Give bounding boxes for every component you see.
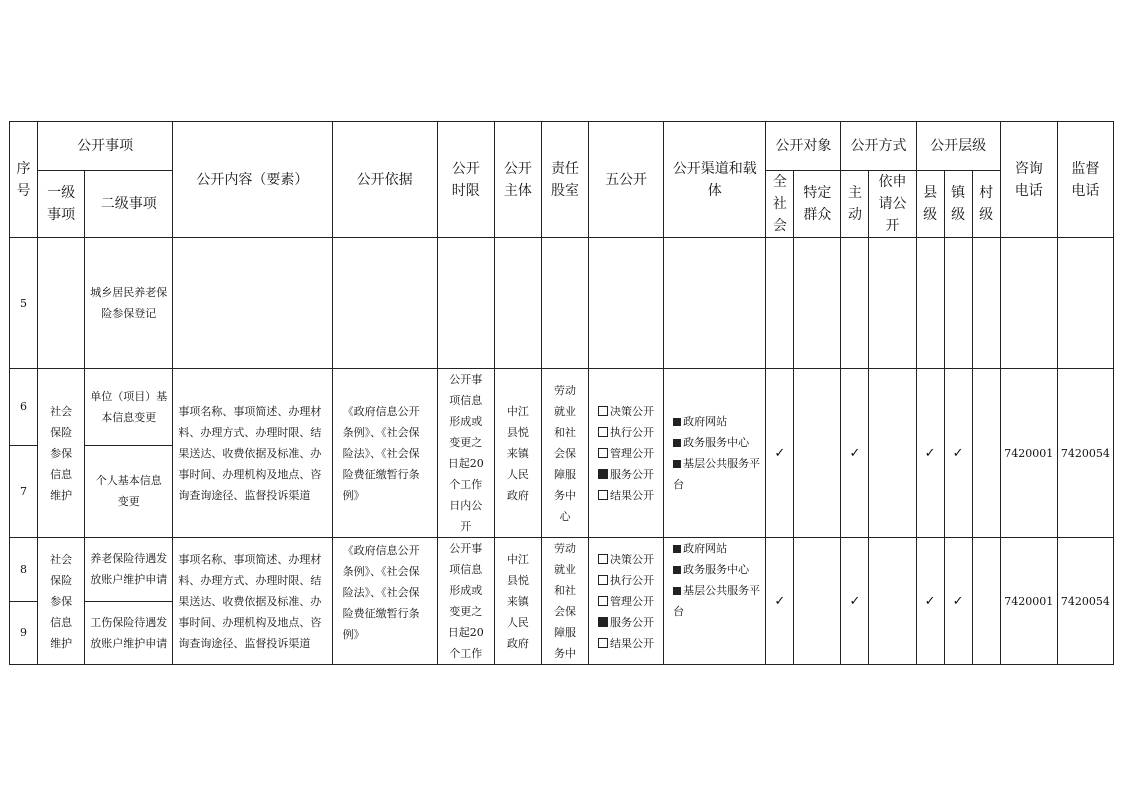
row-seq: 7 <box>10 445 38 537</box>
disclosure-table <box>9 121 1114 665</box>
checkbox-icon <box>598 490 608 500</box>
header-method: 公开方式 <box>841 122 916 171</box>
header-five-open: 五公开 <box>589 122 664 238</box>
header-aud-specific: 特定群众 <box>794 171 841 238</box>
channel-item: 政府网站 <box>664 411 765 432</box>
checkbox-checked-icon <box>598 469 608 479</box>
consult-phone: 7420001 <box>1000 538 1057 665</box>
check-aud-specific <box>794 369 841 538</box>
row-level1 <box>38 238 85 369</box>
square-bullet-icon <box>673 418 681 426</box>
square-bullet-icon <box>673 439 681 447</box>
check-meth-active: ✓ <box>841 369 869 538</box>
group-content: 事项名称、事项简述、办理材料、办理方式、办理时限、结果送达、收费依据及标准、办事时间、办理机构及地点、咨询查询途径、监督投诉渠道 <box>173 538 332 665</box>
group-time-limit: 公开事项信息形成或变更之日起20个工作日内公开 <box>437 369 494 538</box>
check-meth-apply <box>869 538 916 665</box>
table-row <box>10 369 1114 446</box>
channel-list <box>664 369 766 538</box>
square-bullet-icon <box>673 545 681 553</box>
group-time-limit: 公开事项信息形成或变更之日起20个工作 <box>437 538 494 665</box>
group-basis: 《政府信息公开条例》、《社会保险法》、《社会保险费征缴暂行条例》 <box>332 538 437 665</box>
five-open-item: 执行公开 <box>589 422 663 443</box>
check-aud-all: ✓ <box>766 538 794 665</box>
header-meth-active: 主动 <box>841 171 869 238</box>
group-content: 事项名称、事项简述、办理材料、办理方式、办理时限、结果送达、收费依据及标准、办事时间、办理机构及地点、咨询查询途径、监督投诉渠道 <box>173 369 332 538</box>
five-open-item: 决策公开 <box>589 549 663 570</box>
header-subject: 公开主体 <box>494 122 541 238</box>
group-office: 劳动就业和社会保障服务中心 <box>541 369 588 538</box>
channel-item: 政务服务中心 <box>664 432 765 453</box>
supervise-phone: 7420054 <box>1057 538 1113 665</box>
checkbox-checked-icon <box>598 617 608 627</box>
header-lvl-county: 县级 <box>916 171 944 238</box>
channel-item: 基层公共服务平台 <box>673 584 761 618</box>
group-level1: 社会保险参保信息维护 <box>38 538 85 665</box>
check-lvl-village <box>972 369 1000 538</box>
checkbox-icon <box>598 427 608 437</box>
header-lvl-town: 镇级 <box>944 171 972 238</box>
channel-item: 政府网站 <box>664 538 765 559</box>
check-lvl-town: ✓ <box>944 538 972 665</box>
header-meth-apply: 依申请公开 <box>869 171 916 238</box>
group-basis: 《政府信息公开条例》、《社会保险法》、《社会保险费征缴暂行条例》 <box>332 369 437 538</box>
supervise-phone: 7420054 <box>1057 369 1113 538</box>
row-seq: 5 <box>10 238 38 369</box>
row-seq: 9 <box>10 601 38 665</box>
channel-list <box>664 538 766 665</box>
header-audience: 公开对象 <box>766 122 841 171</box>
five-open-item: 执行公开 <box>589 570 663 591</box>
header-basis: 公开依据 <box>332 122 437 238</box>
checkbox-icon <box>598 638 608 648</box>
five-open-list <box>589 538 664 665</box>
five-open-item: 服务公开 <box>589 464 663 485</box>
group-subject: 中江县悦来镇人民政府 <box>494 538 541 665</box>
checkbox-icon <box>598 448 608 458</box>
row-seq: 6 <box>10 369 38 446</box>
five-open-item: 结果公开 <box>589 633 663 654</box>
consult-phone: 7420001 <box>1000 369 1057 538</box>
header-aud-all: 全社会 <box>766 171 794 238</box>
header-office: 责任股室 <box>541 122 588 238</box>
header-level1: 一级事项 <box>38 171 85 238</box>
table-row <box>10 538 1114 602</box>
check-aud-specific <box>794 538 841 665</box>
five-open-item: 服务公开 <box>589 612 663 633</box>
header-level: 公开层级 <box>916 122 1000 171</box>
five-open-item: 管理公开 <box>589 443 663 464</box>
check-lvl-village <box>972 538 1000 665</box>
square-bullet-icon <box>673 566 681 574</box>
group-level1: 社会保险参保信息维护 <box>38 369 85 538</box>
five-open-item: 决策公开 <box>589 401 663 422</box>
five-open-item: 管理公开 <box>589 591 663 612</box>
channel-item: 政务服务中心 <box>664 559 765 580</box>
row-level2: 养老保险待遇发放账户维护申请 <box>85 538 173 602</box>
check-lvl-county: ✓ <box>916 538 944 665</box>
header-lvl-village: 村级 <box>972 171 1000 238</box>
header-consult: 咨询电话 <box>1000 122 1057 238</box>
square-bullet-icon <box>673 587 681 595</box>
header-time-limit: 公开时限 <box>437 122 494 238</box>
header-seq: 序号 <box>10 122 38 238</box>
group-subject: 中江县悦来镇人民政府 <box>494 369 541 538</box>
check-meth-apply <box>869 369 916 538</box>
table-row <box>10 238 1114 369</box>
row-level2: 个人基本信息变更 <box>85 445 173 537</box>
check-aud-all: ✓ <box>766 369 794 538</box>
channel-item: 基层公共服务平台 <box>673 457 761 491</box>
check-lvl-county: ✓ <box>916 369 944 538</box>
checkbox-icon <box>598 406 608 416</box>
row-level2: 单位（项目）基本信息变更 <box>85 369 173 446</box>
group-office: 劳动就业和社会保障服务中 <box>541 538 588 665</box>
header-items: 公开事项 <box>38 122 173 171</box>
checkbox-icon <box>598 554 608 564</box>
header-content: 公开内容（要素） <box>173 122 332 238</box>
square-bullet-icon <box>673 460 681 468</box>
row-level2: 工伤保险待遇发放账户维护申请 <box>85 601 173 665</box>
check-lvl-town: ✓ <box>944 369 972 538</box>
row-level2: 城乡居民养老保险参保登记 <box>85 238 173 369</box>
five-open-item: 结果公开 <box>589 485 663 506</box>
check-meth-active: ✓ <box>841 538 869 665</box>
header-channel: 公开渠道和载体 <box>664 122 766 238</box>
row-seq: 8 <box>10 538 38 602</box>
checkbox-icon <box>598 575 608 585</box>
header-supervise: 监督电话 <box>1057 122 1113 238</box>
header-level2: 二级事项 <box>85 171 173 238</box>
five-open-list <box>589 369 664 538</box>
checkbox-icon <box>598 596 608 606</box>
